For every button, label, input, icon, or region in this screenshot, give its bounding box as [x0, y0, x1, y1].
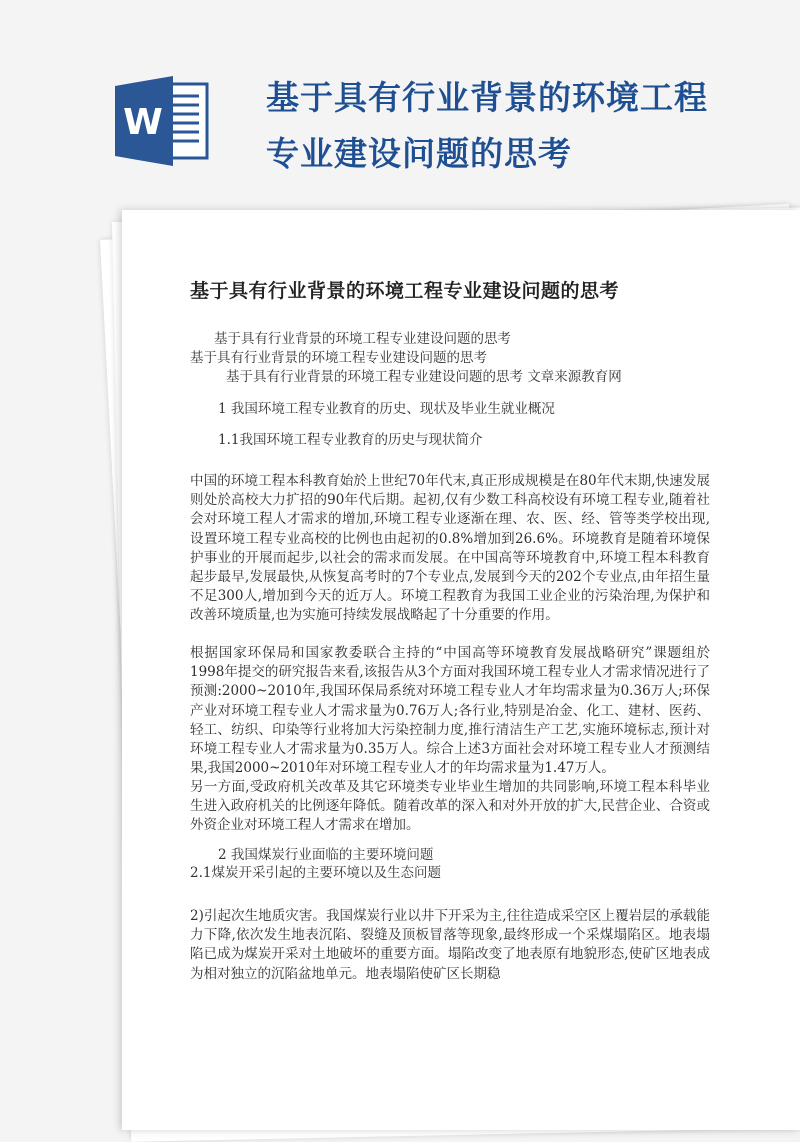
paragraph-1: 中国的环境工程本科教育始於上世纪70年代末,真正形成规模是在80年代末期,快速发展则处於高校大力扩招的90年代后期。起初,仅有少数工科高校设有环境工程专业,随着社会对环境工程人才需求的增加,环境工程专业逐渐在理、农、医、经、管等类学校出现,设置环境工程专业高校的比例也由起初的0.8%增加到26.6%。环境教育是随着环境保护事业的开展而起步,以社会的需求而发展。在中国高等环境教育中,环境工程本科教育起步最早,发展最快,从恢复高考时的7个专业点,发展到今天的202个专业点,由年招生量不足300人,增加到今天的近万人。环境工程教育为我国工业企业的污染治理,为保护和改善环境质量,也为实施可持续发展战略起了十分重要的作用。: [190, 473, 710, 624]
section-heading-1: 1 我国环境工程专业教育的历史、现状及毕业生就业概况: [218, 401, 555, 417]
meta-line-1: 基于具有行业背景的环境工程专业建设问题的思考: [214, 331, 511, 347]
meta-line-3: 基于具有行业背景的环境工程专业建设问题的思考 文章来源教育网: [226, 369, 622, 385]
banner-header: [0, 0, 800, 200]
header-title-line1: 基于具有行业背景的环境工程: [266, 78, 708, 117]
section-heading-1-1: 1.1我国环境工程专业教育的历史与现状简介: [218, 432, 483, 448]
header-title: [266, 70, 766, 182]
section-heading-2: 2 我国煤炭行业面临的主要环境问题: [218, 847, 434, 863]
section-heading-2-1: 2.1煤炭开采引起的主要环境以及生态问题: [190, 865, 441, 881]
word-document-icon: [113, 76, 213, 166]
header-title-line2: 专业建设问题的思考: [266, 134, 572, 173]
document-page: [122, 210, 800, 1130]
paragraph-3: 另一方面,受政府机关改革及其它环境类专业毕业生增加的共同影响,环境工程本科毕业生进入政府机关的比例逐年降低。随着改革的深入和对外开放的扩大,民营企业、合资或外资企业对环境工程人才需求在增加。: [190, 779, 710, 834]
paragraph-2: 根据国家环保局和国家教委联合主持的“中国高等环境教育发展战略研究”课题组於1998年提交的研究报告来看,该报告从3个方面对我国环境工程专业人才需求情况进行了预测:2000~2010年,我国环保局系统对环境工程专业人才年均需求量为0.36万人;环保产业对环境工程专业人才需求量为0.76万人;各行业,特别是冶金、化工、建材、医药、轻工、纺织、印染等行业将加大污染控制力度,推行清洁生产工艺,实施环境标志,预计对环境工程专业人才需求量为0.35万人。综合上述3方面社会对环境工程专业人才预测结果,我国2000~2010年对环境工程专业人才的年均需求量为1.47万人。: [190, 645, 710, 777]
svg-text:W: W: [123, 102, 163, 143]
meta-line-2: 基于具有行业背景的环境工程专业建设问题的思考: [190, 350, 487, 366]
document-title: 基于具有行业背景的环境工程专业建设问题的思考: [190, 280, 620, 302]
paragraph-4: 2)引起次生地质灾害。我国煤炭行业以井下开采为主,往往造成采空区上覆岩层的承载能力下降,依次发生地表沉陷、裂缝及顶板冒落等现象,最终形成一个采煤塌陷区。地表塌陷已成为煤炭开采对土地破坏的重要方面。塌陷改变了地表原有地貌形态,使矿区地表成为相对独立的沉陷盆地单元。地表塌陷使矿区长期稳: [190, 908, 710, 982]
